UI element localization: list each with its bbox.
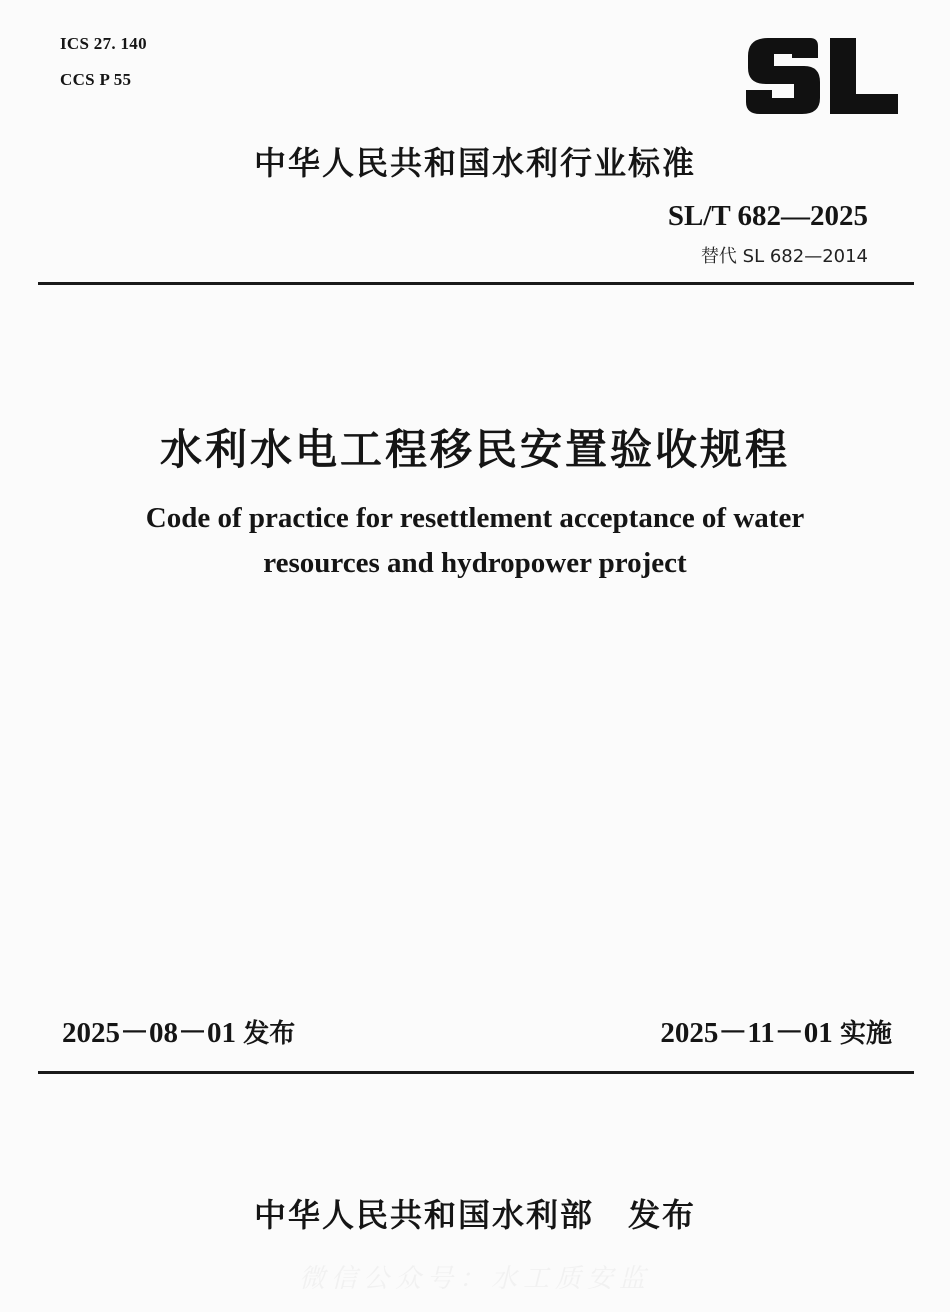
publisher: 中华人民共和国水利部 发布 — [253, 1196, 696, 1234]
sl-logo-letter-l — [830, 38, 898, 114]
ics-code: ICS 27. 140 — [60, 34, 147, 53]
implement-date: 2025－11－01 — [660, 1017, 833, 1049]
watermark: 微信公众号：水工质安监 — [298, 1264, 651, 1294]
standard-number: SL/T 682—2025 — [667, 200, 868, 232]
title-english-line-2: resources and hydropower project — [263, 547, 687, 579]
issue-date-block — [62, 1010, 295, 1051]
implement-date-block — [660, 1010, 892, 1051]
issue-label: 发布 — [243, 1019, 296, 1049]
implement-label: 实施 — [839, 1019, 892, 1049]
title-english-line-1: Code of practice for resettlement acceptance of water — [145, 502, 805, 534]
title-chinese: 水利水电工程移民安置验收规程 — [159, 425, 790, 474]
ccs-code: CCS P 55 — [60, 70, 132, 89]
industry-standard-heading: 中华人民共和国水利行业标准 — [253, 144, 696, 182]
replaces-standard: 替代 SL 682—2014 — [700, 246, 868, 267]
sl-logo-letter-s — [746, 38, 820, 114]
top-divider — [38, 282, 914, 285]
issue-date: 2025－08－01 — [62, 1017, 237, 1049]
bottom-divider — [38, 1071, 914, 1074]
sl-logo — [744, 36, 900, 116]
